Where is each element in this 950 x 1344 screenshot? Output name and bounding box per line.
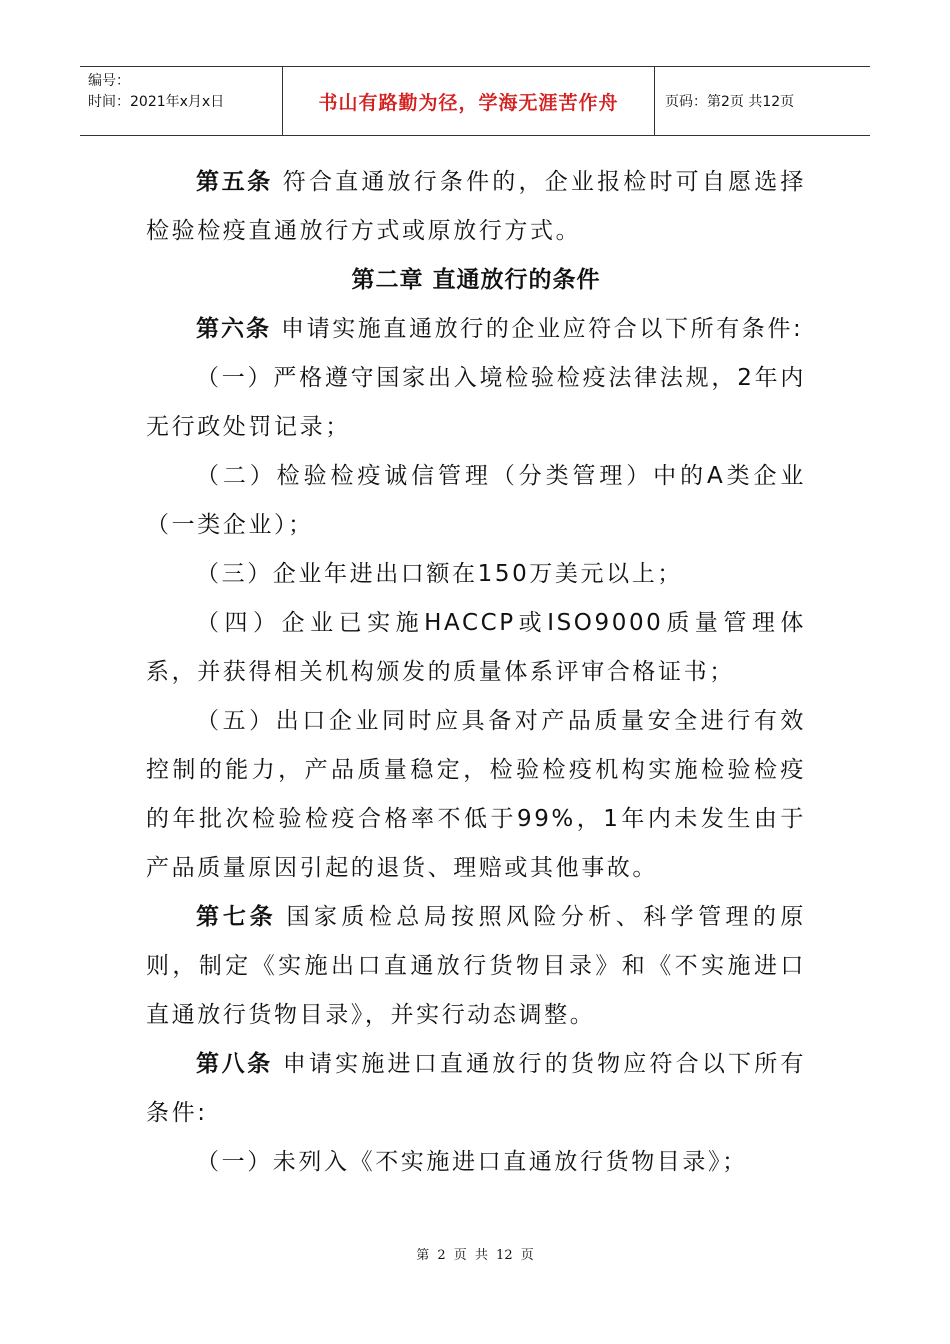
page-header — [80, 66, 870, 136]
article-paragraph — [146, 1040, 806, 1138]
list-item: （二）检验检疫诚信管理（分类管理）中的A类企业（一类企业）； — [146, 463, 806, 538]
header-meta — [80, 67, 282, 135]
list-item: （四）企业已实施HACCP或ISO9000质量管理体系，并获得相关机构颁发的质量体系评审合格证书； — [146, 610, 806, 685]
article-paragraph — [146, 158, 806, 256]
article-text: 符合直通放行条件的，企业报检时可自愿选择检验检疫直通放行方式或原放行方式。 — [146, 169, 807, 244]
article-paragraph — [146, 893, 806, 1040]
chapter-title: 第二章 直通放行的条件 — [351, 267, 601, 293]
article-heading: 第五条 — [196, 169, 273, 195]
article-heading: 第六条 — [196, 316, 271, 342]
header-page-info: 页码：第2页 共12页 — [665, 94, 795, 110]
article-heading: 第七条 — [196, 904, 277, 930]
header-motto: 书山有路勤为径，学海无涯苦作舟 — [282, 67, 655, 135]
article-text: 国家质检总局按照风险分析、科学管理的原则，制定《实施出口直通放行货物目录》和《不实施进口直通放行货物目录》，并实行动态调整。 — [146, 904, 806, 1028]
list-item: （五）出口企业同时应具备对产品质量安全进行有效控制的能力，产品质量稳定，检验检疫机构实施检验检疫的年批次检验检疫合格率不低于99%，1年内未发生由于产品质量原因引起的退货、理赔或其他事故。 — [146, 708, 806, 881]
article-paragraph — [146, 305, 806, 354]
list-item: （一）未列入《不实施进口直通放行货物目录》； — [196, 1149, 748, 1175]
article-heading: 第八条 — [196, 1051, 273, 1077]
list-item: （一）严格遵守国家出入境检验检疫法律法规，2年内无行政处罚记录； — [146, 365, 806, 440]
document-number-label: 编号： — [88, 73, 130, 89]
list-item: （三）企业年进出口额在150万美元以上； — [196, 561, 683, 587]
article-text: 申请实施进口直通放行的货物应符合以下所有条件: — [146, 1051, 807, 1126]
document-date: 时间：2021年x月x日 — [88, 94, 225, 110]
page-footer: 第 2 页 共 12 页 — [416, 1248, 534, 1263]
article-text: 申请实施直通放行的企业应符合以下所有条件: — [281, 316, 804, 342]
document-body — [146, 158, 806, 1187]
